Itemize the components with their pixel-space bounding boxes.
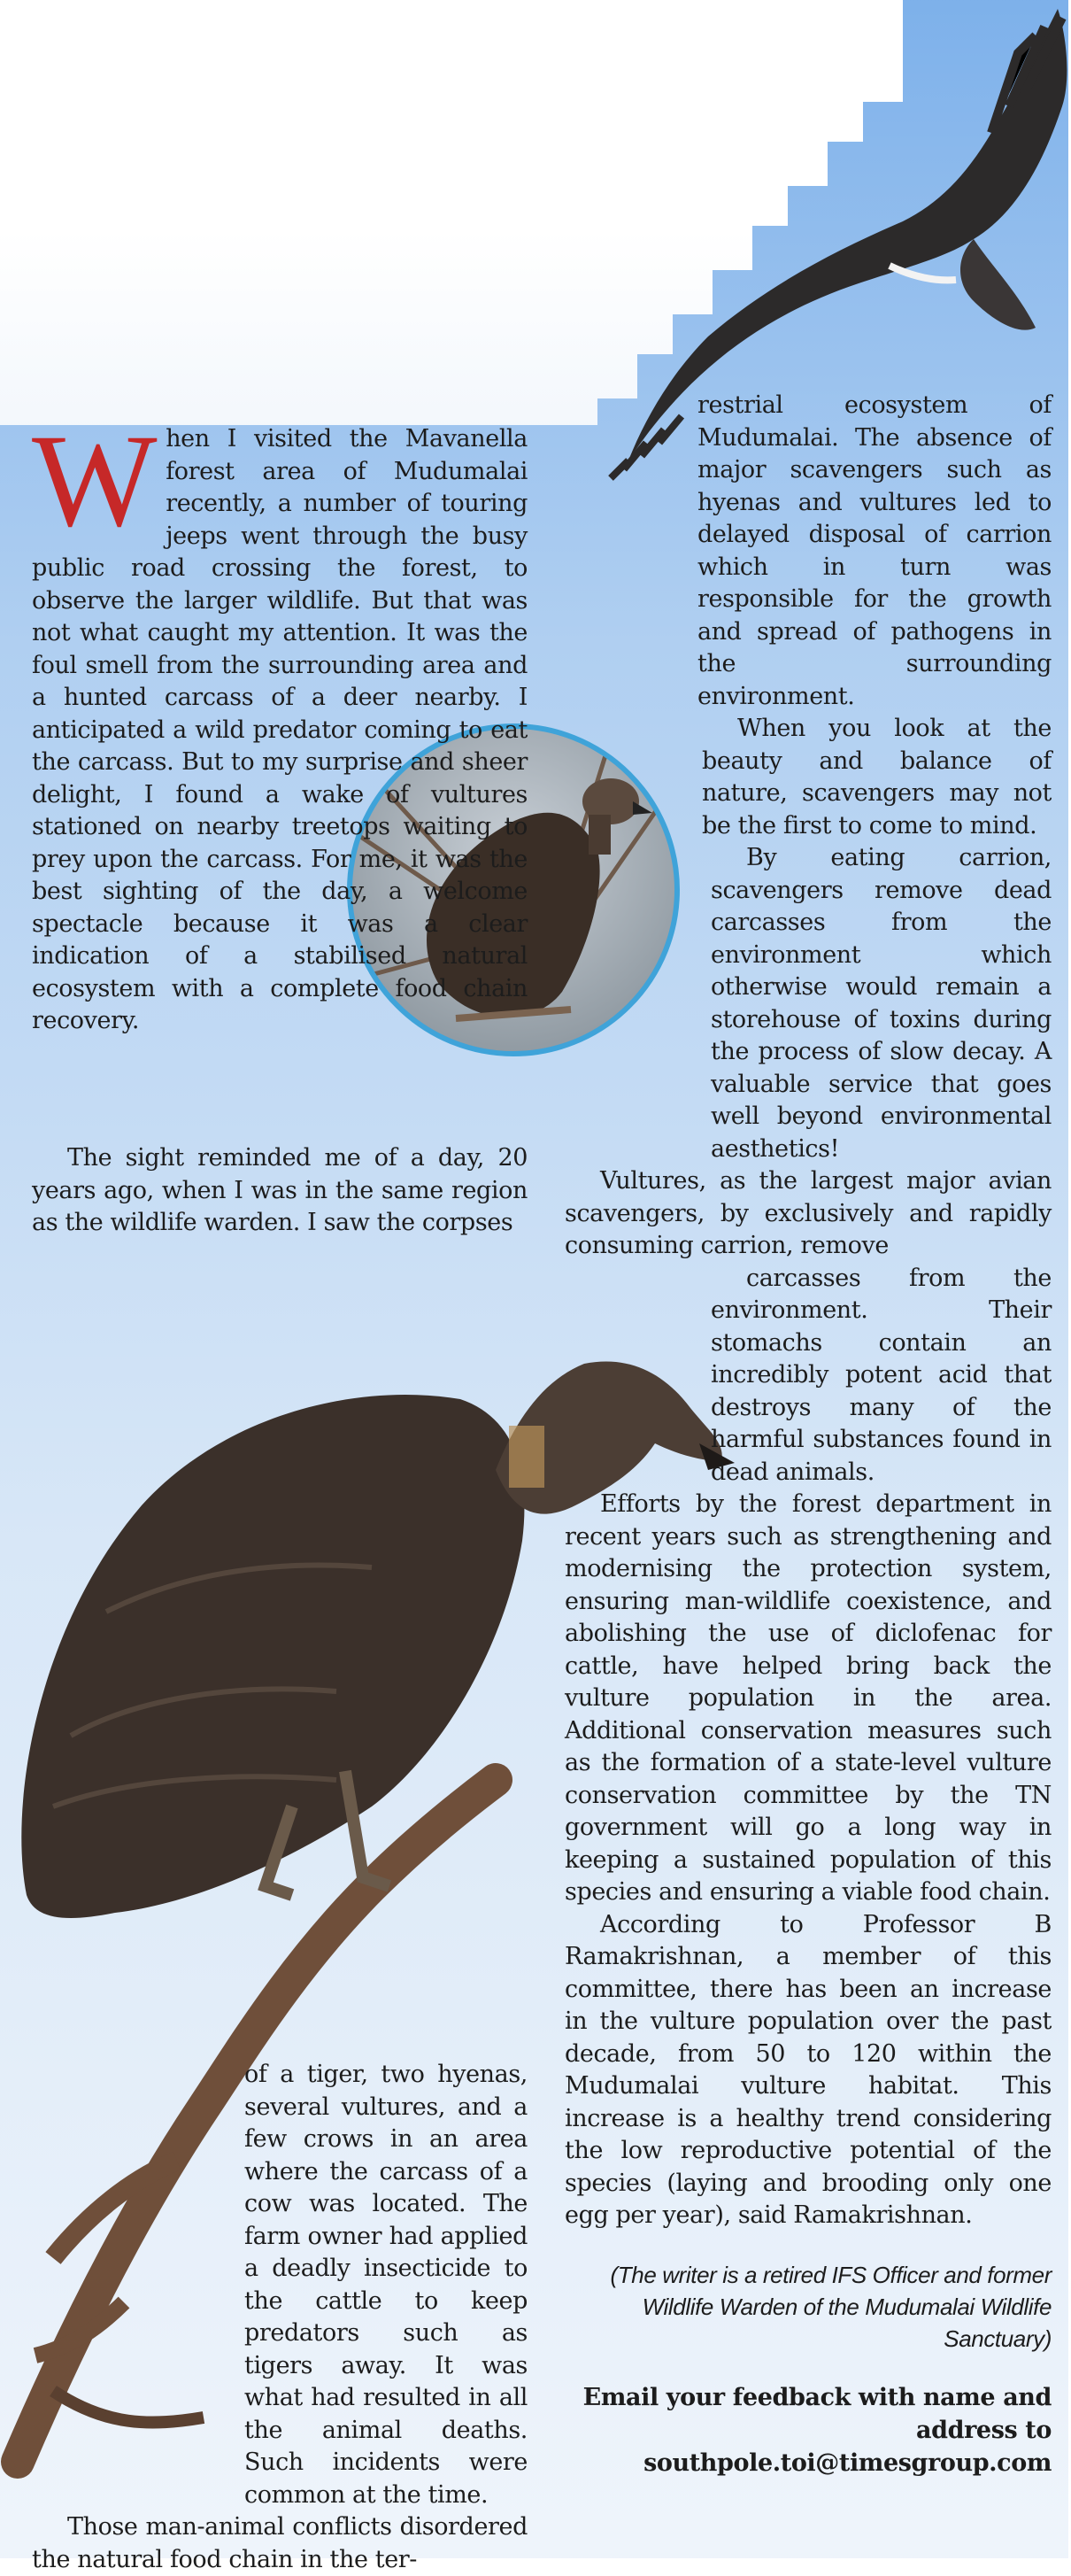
right-p3: By eating carrion, scavengers remove dead carcasses from the environment which otherwise would remain a storehouse of toxins during the process of slow decay. A valuable service that goes well beyond environmental aesthetics! [711,844,1052,1163]
right-p6: Efforts by the forest department in recent years such as strengthening and modernising the protection system, ensuring man-wildlife coexistence, and abolishing the use of diclofenac for cattle, have helped bring back the vulture population in the area. Additional conservation measures such as the formation of a state-level vulture conservation committee by the TN government will go a long way in keeping a sustained population of this species and ensuring a viable food chain. [565,1490,1052,1906]
article-left-column-mid [32,1142,528,1240]
right-p1: restrial ecosystem of Mudumalai. The absence of major scavengers such as hyenas and vultures led to delayed disposal of carrion which in turn was responsible for the growth and spread of pathogens in the surrounding environment. [697,391,1052,710]
paragraph-1-text: hen I visited the Mavanella forest area of Mudumalai recently, a number of touring jeeps went through the busy public road crossing the forest, to observe the larger wildlife. But that was not what caught my attention. It was the foul smell from the surrounding area and a hunted carcass of a deer nearby. I anticipated a wild predator coming to eat the carcass. But to my surprise and sheer delight, I found a wake of vultures stationed on nearby treetops waiting to prey upon the carcass. For me, it was the best sighting of the day, a welcome spectacle because it was a clear indication of a stabilised natural ecosystem with a complete food chain recovery. [32,425,528,1034]
writer-credit: (The writer is a retired IFS Officer and former Wildlife Warden of the Mudumalai Wildlife Sanctuary) [610,2261,1052,2352]
right-p4: Vultures, as the largest major avian scavengers, by exclusively and rapidly consuming carrion, remove [565,1167,1052,1259]
paragraph-2-cont: of a tiger, two hyenas, several vultures, and a few crows in an area where the carcass of a cow was located. The farm owner had applied a deadly insecticide to the cattle to keep predators such as tigers away. It was what had resulted in all the animal deaths. Such incidents were common at the time. [244,2061,528,2509]
drop-cap: W [32,407,158,554]
paragraph-1 [32,407,528,1038]
paragraph-2-lead: The sight reminded me of a day, 20 years ago, when I was in the same region as the wildlife warden. I saw the corpses [32,1144,528,1236]
right-p5: carcasses from the environment. Their stomachs contain an incredibly potent acid that destroys many of the harmful substances found in dead animals. [711,1264,1052,1486]
article-left-column [32,407,528,1038]
right-p2: When you look at the beauty and balance of nature, scavengers may not be the first to come to mind. [702,715,1052,839]
feedback-email: Email your feedback with name and address to southpole.toi@timesgroup.com [582,2383,1052,2477]
paragraph-3-lead: Those man-animal conflicts disordered the natural food chain in the ter- [32,2513,528,2573]
right-p7: According to Professor B Ramakrishnan, a member of this committee, there has been an increase in the vulture population over the past decade, from 50 to 120 within the Mudumalai vulture habitat. This increase is a healthy trend considering the low reproductive potential of the species (laying and brooding only one egg per year), said Ramakrishnan. [565,1910,1052,2229]
article-right-column [565,390,1052,2479]
article-left-column-lower [32,2059,528,2576]
